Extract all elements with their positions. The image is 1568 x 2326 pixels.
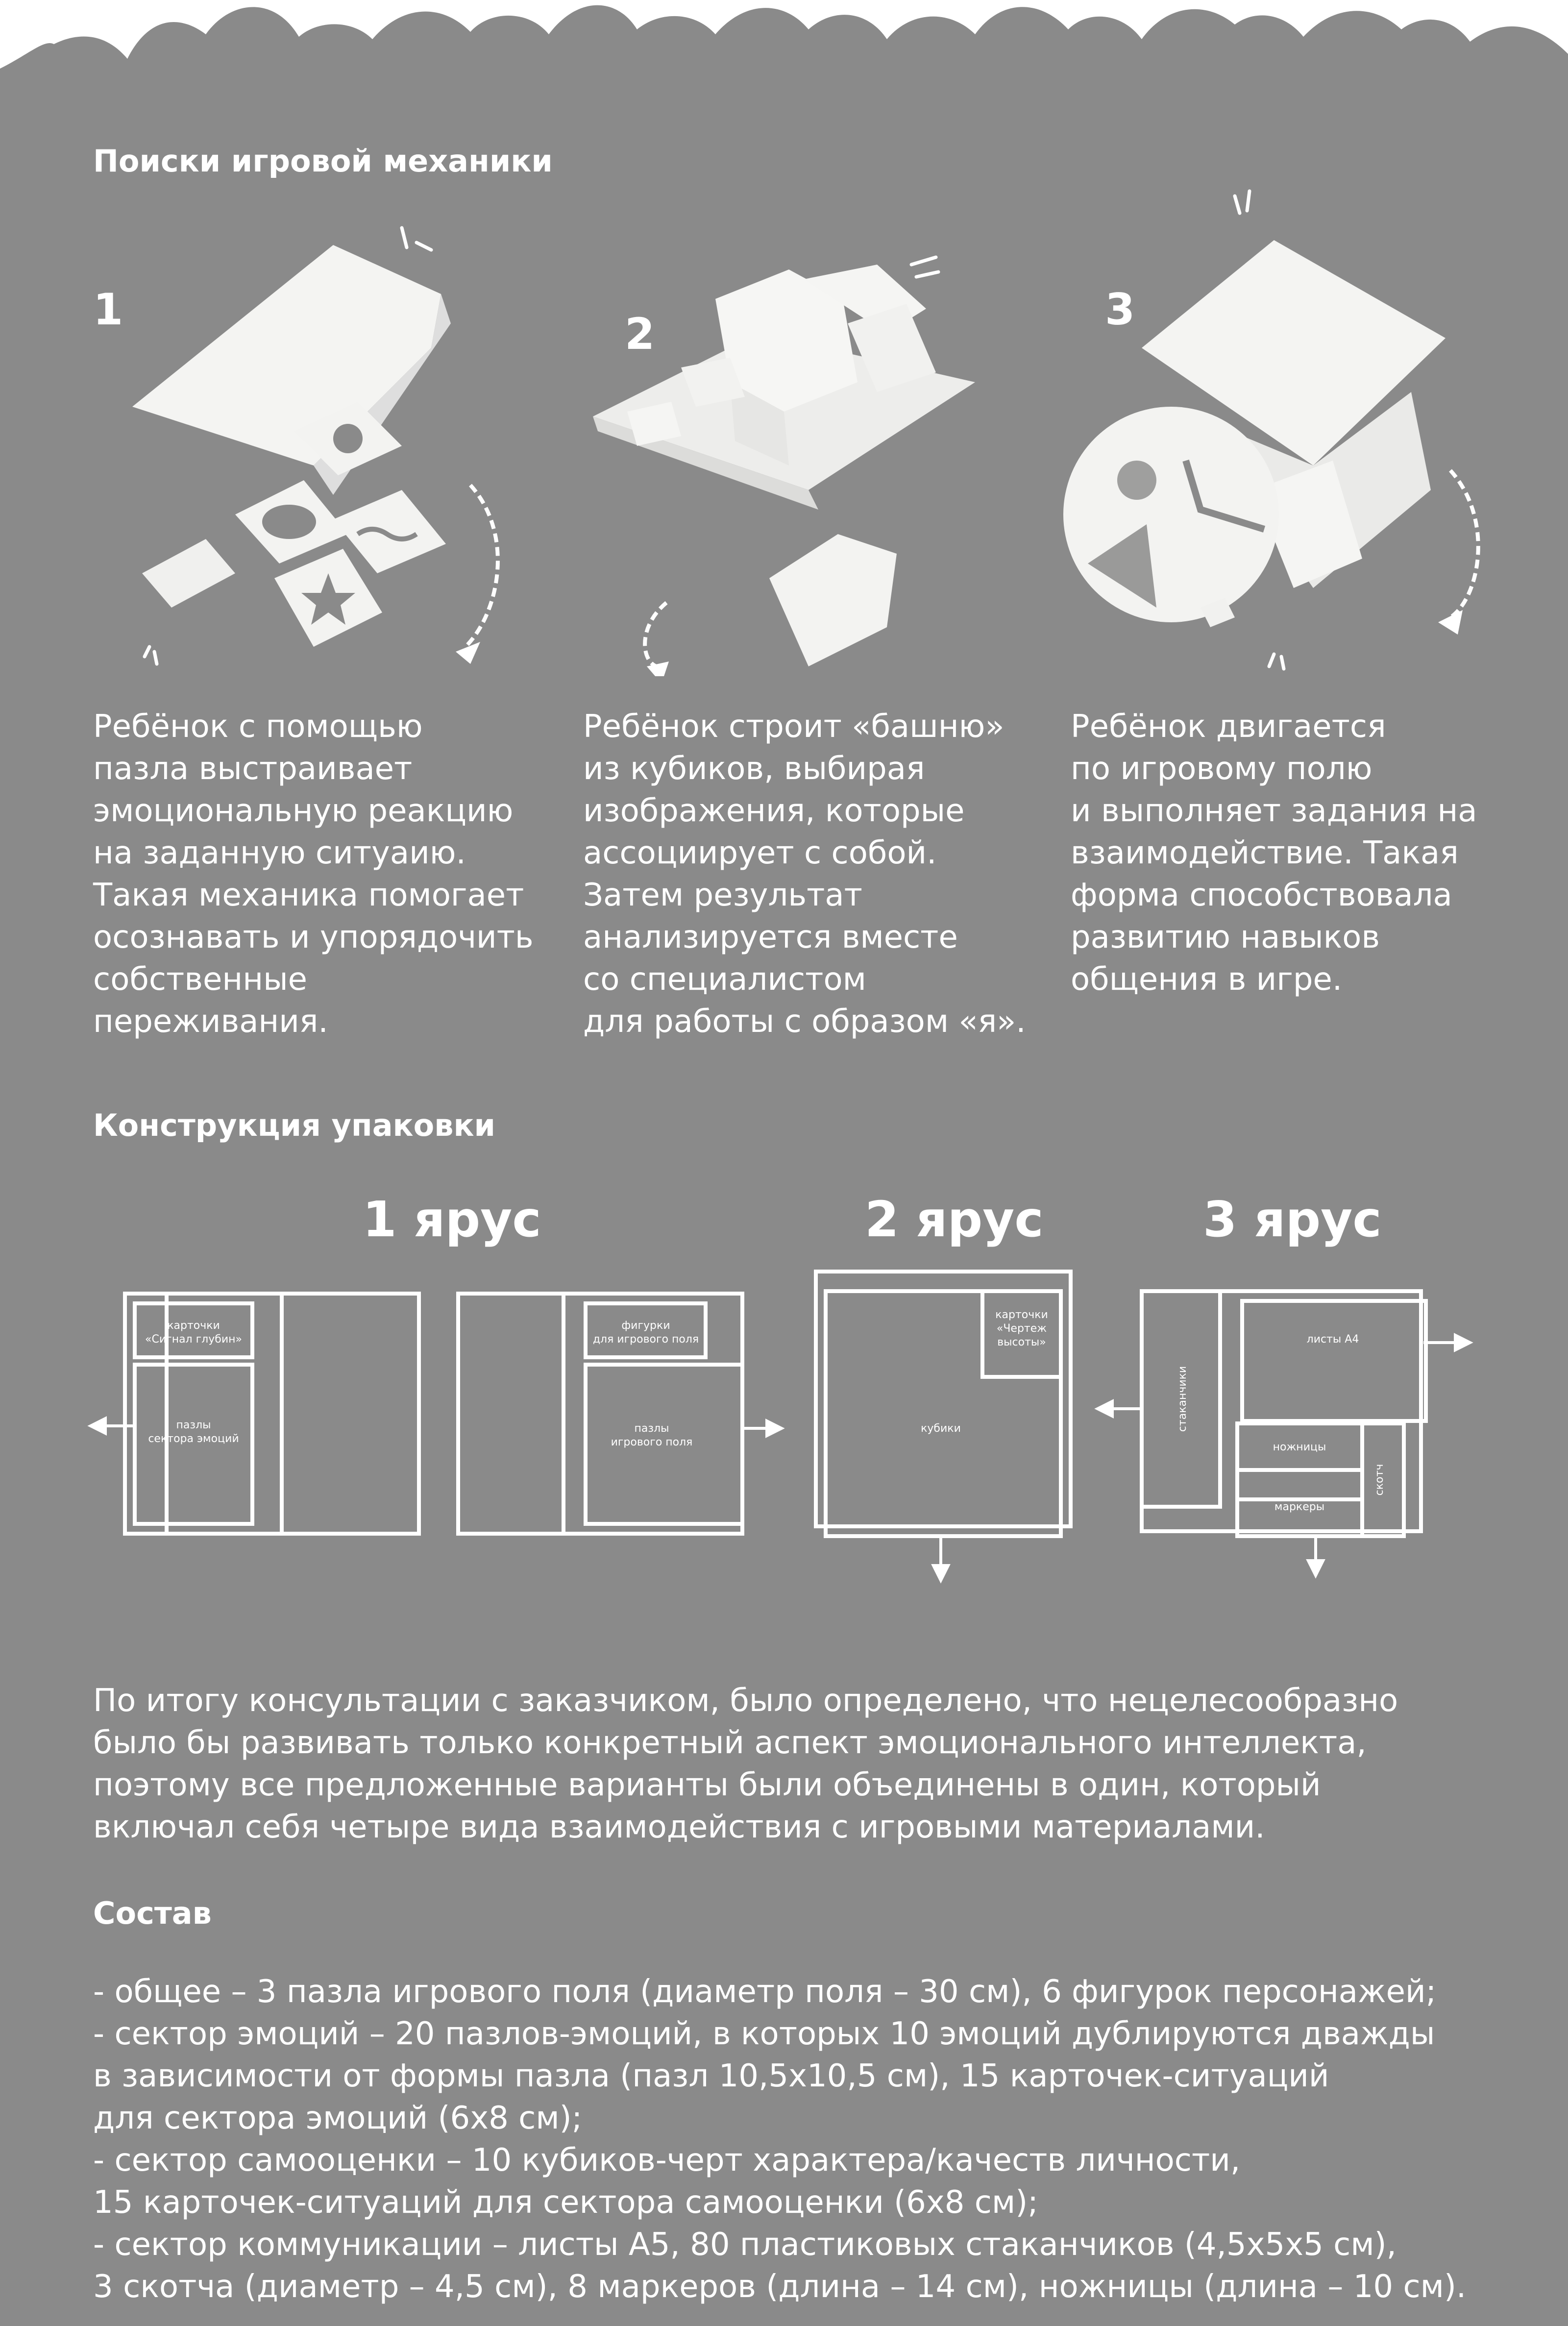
label-cards-height-1: карточки bbox=[995, 1309, 1048, 1321]
composition-list bbox=[93, 1971, 1466, 2308]
puzzle-box-illustration bbox=[127, 220, 510, 671]
step-number-2: 2 bbox=[625, 309, 655, 359]
composition-line: - сектор коммуникации – листы А5, 80 пластиковых стаканчиков (4,5х5х5 см), bbox=[93, 2227, 1396, 2263]
step-2-line: Затем результат bbox=[583, 877, 862, 913]
conclusion-line: поэтому все предложенные варианты были объединены в один, который bbox=[93, 1767, 1321, 1803]
tier-1-title: 1 ярус bbox=[363, 1191, 541, 1248]
packaging-diagram bbox=[0, 1254, 1568, 1597]
step-1-line: пазла выстраивает bbox=[93, 751, 413, 787]
step-3-line: и выполняет задания на bbox=[1071, 793, 1477, 829]
step-3-line: взаимодействие. Такая bbox=[1071, 835, 1459, 871]
label-sheets: листы А4 bbox=[1306, 1333, 1359, 1346]
step-2-line: для работы с образом «я». bbox=[583, 1004, 1026, 1040]
step-1-line: Такая механика помогает bbox=[93, 877, 524, 913]
step-3-line: Ребёнок двигается bbox=[1071, 709, 1386, 745]
step-3-line: развитию навыков bbox=[1071, 919, 1380, 955]
composition-line: - сектор эмоций – 20 пазлов-эмоций, в которых 10 эмоций дублируются дважды bbox=[93, 2016, 1435, 2052]
game-field-illustration bbox=[1039, 186, 1529, 676]
step-2-line: из кубиков, выбирая bbox=[583, 751, 925, 787]
step-2-line: изображения, которые bbox=[583, 793, 965, 829]
composition-line: в зависимости от формы пазла (пазл 10,5х10,5 см), 15 карточек-ситуаций bbox=[93, 2058, 1329, 2094]
mechanics-heading: Поиски игровой механики bbox=[93, 143, 553, 179]
label-scissors: ножницы bbox=[1273, 1441, 1326, 1453]
label-figures-1: фигурки bbox=[621, 1320, 670, 1332]
label-markers: маркеры bbox=[1274, 1501, 1325, 1513]
step-1-line: Ребёнок с помощью bbox=[93, 709, 423, 745]
step-1-line: осознавать и упорядочить bbox=[93, 919, 534, 955]
conclusion-text bbox=[93, 1680, 1398, 1848]
label-tape: скотч bbox=[1373, 1464, 1386, 1496]
step-number-1: 1 bbox=[93, 284, 123, 335]
label-cups: стаканчики bbox=[1176, 1366, 1189, 1432]
composition-line: для сектора эмоций (6х8 см); bbox=[93, 2100, 583, 2136]
step-1-description bbox=[93, 706, 534, 1043]
step-3-line: форма способствовала bbox=[1071, 877, 1452, 913]
tier-2-title: 2 ярус bbox=[865, 1191, 1044, 1248]
step-2-line: Ребёнок строит «башню» bbox=[583, 709, 1004, 745]
step-3-description bbox=[1071, 706, 1477, 1001]
step-3-line: по игровому полю bbox=[1071, 751, 1372, 787]
composition-line: 15 карточек-ситуаций для сектора самооценки (6х8 см); bbox=[93, 2184, 1038, 2221]
cubes-box-illustration bbox=[583, 235, 985, 676]
tier-3-title: 3 ярус bbox=[1203, 1191, 1382, 1248]
step-1-line: переживания. bbox=[93, 1004, 328, 1040]
step-2-description bbox=[583, 706, 1026, 1043]
conclusion-line: было бы развивать только конкретный аспект эмоционального интеллекта, bbox=[93, 1725, 1367, 1761]
packaging-heading: Конструкция упаковки bbox=[93, 1107, 495, 1143]
label-puzzles-emotions-1: пазлы bbox=[176, 1419, 211, 1431]
label-cards-signal-2: «Сигнал глубин» bbox=[145, 1333, 242, 1346]
step-2-line: со специалистом bbox=[583, 961, 866, 998]
conclusion-line: По итогу консультации с заказчиком, было определено, что нецелесообразно bbox=[93, 1683, 1398, 1719]
step-2-line: анализируется вместе bbox=[583, 919, 958, 955]
step-2-line: ассоциирует с собой. bbox=[583, 835, 937, 871]
step-number-3: 3 bbox=[1105, 284, 1135, 335]
composition-line: - общее – 3 пазла игрового поля (диаметр поля – 30 см), 6 фигурок персонажей; bbox=[93, 1974, 1437, 2010]
conclusion-line: включал себя четыре вида взаимодействия с игровыми материалами. bbox=[93, 1809, 1265, 1845]
step-1-line: собственные bbox=[93, 961, 307, 998]
step-3-line: общения в игре. bbox=[1071, 961, 1343, 998]
label-cards-height-3: высоты» bbox=[997, 1336, 1046, 1348]
label-cubes: кубики bbox=[921, 1422, 961, 1435]
step-1-line: эмоциональную реакцию bbox=[93, 793, 514, 829]
sheets-box bbox=[1242, 1301, 1426, 1421]
step-1-line: на заданную ситуаию. bbox=[93, 835, 466, 871]
label-puzzles-emotions-2: сектора эмоций bbox=[148, 1433, 239, 1445]
label-puzzles-field-1: пазлы bbox=[634, 1422, 669, 1435]
label-cards-height-2: «Чертеж bbox=[996, 1322, 1047, 1335]
composition-line: - сектор самооценки – 10 кубиков-черт характера/качеств личности, bbox=[93, 2142, 1241, 2179]
label-puzzles-field-2: игрового поля bbox=[611, 1436, 693, 1448]
tier1-right-panel bbox=[458, 1294, 742, 1534]
label-figures-2: для игрового поля bbox=[592, 1333, 699, 1346]
composition-line: 3 скотча (диаметр – 4,5 см), 8 маркеров (длина – 14 см), ножницы (длина – 10 см). bbox=[93, 2269, 1467, 2305]
composition-heading: Состав bbox=[93, 1895, 212, 1931]
label-cards-signal-1: карточки bbox=[167, 1320, 220, 1332]
